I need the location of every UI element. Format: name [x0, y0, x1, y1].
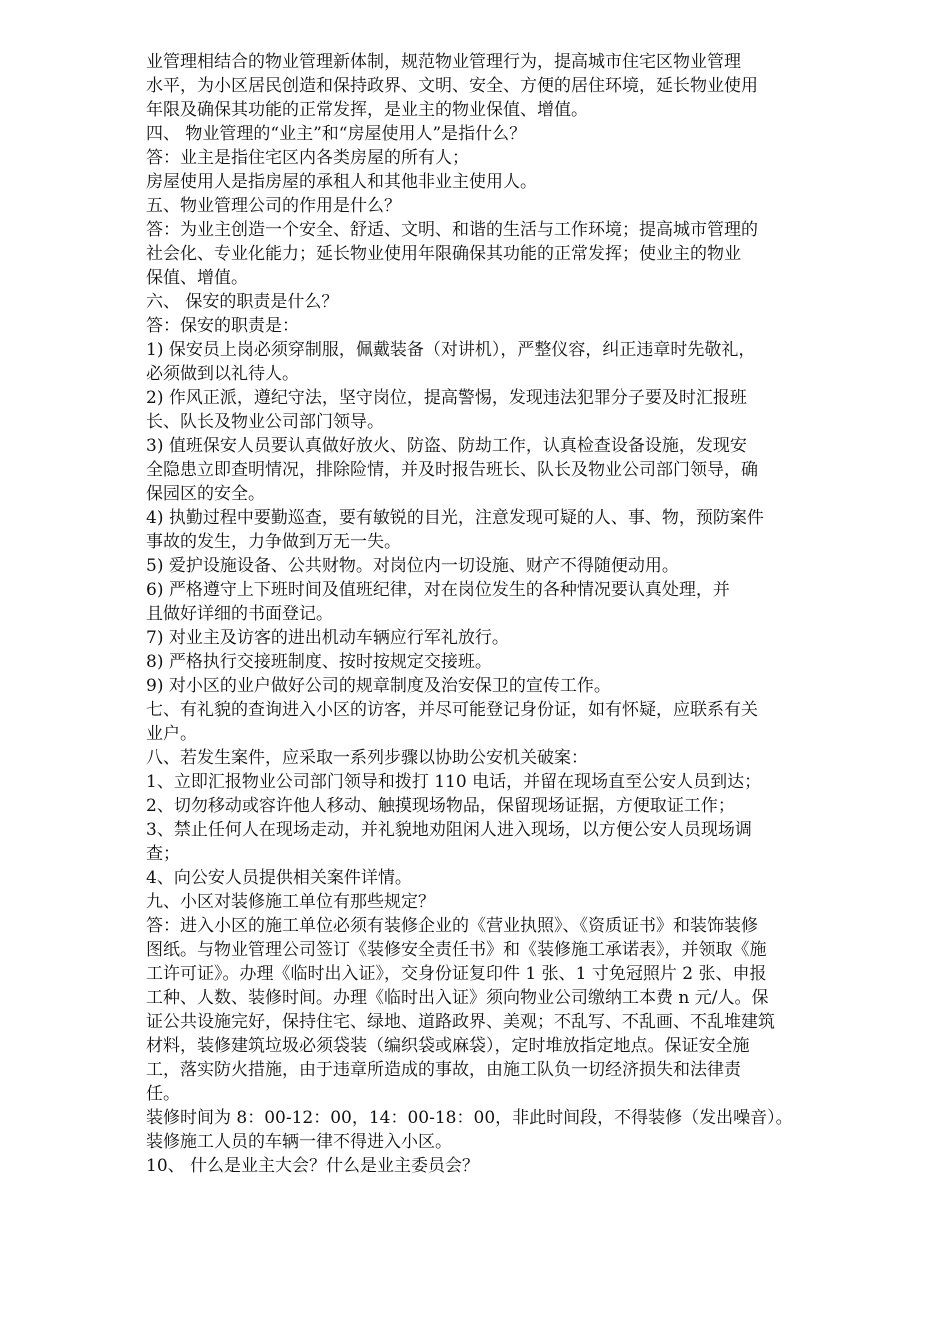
- text-line: 装修时间为 8：00-12：00，14：00-18：00，非此时间段，不得装修（发出噪音）。: [146, 1108, 793, 1128]
- list-item: 1、立即汇报物业公司部门领导和拨打 110 电话，并留在现场直至公安人员到达；: [146, 772, 762, 792]
- list-item: 8) 严格执行交接班制度、按时按规定交接班。: [146, 652, 492, 672]
- list-item: 1) 保安员上岗必须穿制服，佩戴装备（对讲机），严整仪容，纠正违章时先敬礼，: [146, 340, 756, 360]
- text-line: 答：为业主创造一个安全、舒适、文明、和谐的生活与工作环境；提高城市管理的: [146, 220, 758, 240]
- text-line: 全隐患立即查明情况，排除险情，并及时报告班长、队长及物业公司部门领导，确: [146, 460, 758, 480]
- list-item: 5) 爱护设施设备、公共财物。对岗位内一切设施、财产不得随便动用。: [146, 556, 679, 576]
- text-line: 装修施工人员的车辆一律不得进入小区。: [146, 1132, 452, 1152]
- text-line: 工种、人数、装修时间。办理《临时出入证》须向物业公司缴纳工本费 n 元/人。保: [146, 988, 769, 1008]
- text-line: 工许可证》。办理《临时出入证》，交身份证复印件 1 张、1 寸免冠照片 2 张、申报: [146, 964, 767, 984]
- section-heading: 六、 保安的职责是什么？: [146, 292, 339, 312]
- list-item: 3) 值班保安人员要认真做好放火、防盗、防劫工作，认真检查设备设施，发现安: [146, 436, 747, 456]
- text-line: 答：保安的职责是：: [146, 316, 299, 336]
- list-item: 2) 作风正派，遵纪守法，坚守岗位，提高警惕，发现违法犯罪分子要及时汇报班: [146, 388, 747, 408]
- text-line: 工，落实防火措施，由于违章所造成的事故，由施工队负一切经济损失和法律责: [146, 1060, 741, 1080]
- list-item: 6) 严格遵守上下班时间及值班纪律，对在岗位发生的各种情况要认真处理，并: [146, 580, 730, 600]
- list-item: 4) 执勤过程中要勤巡查，要有敏锐的目光，注意发现可疑的人、事、物，预防案件: [146, 508, 764, 528]
- text-line: 答：业主是指住宅区内各类房屋的所有人；: [146, 148, 469, 168]
- section-heading: 八、若发生案件，应采取一系列步骤以协助公安机关破案：: [146, 748, 588, 768]
- text-line: 且做好详细的书面登记。: [146, 604, 333, 624]
- list-item: 2、切勿移动或容许他人移动、触摸现场物品，保留现场证据，方便取证工作；: [146, 796, 735, 816]
- text-line: 社会化、专业化能力；延长物业使用年限确保其功能的正常发挥；使业主的物业: [146, 244, 741, 264]
- text-line: 保值、增值。: [146, 268, 248, 288]
- text-line: 材料，装修建筑垃圾必须袋装（编织袋或麻袋），定时堆放指定地点。保证安全施: [146, 1036, 750, 1056]
- text-line: 业管理相结合的物业管理新体制，规范物业管理行为，提高城市住宅区物业管理: [146, 52, 741, 72]
- list-item: 9) 对小区的业户做好公司的规章制度及治安保卫的宣传工作。: [146, 676, 611, 696]
- text-line: 事故的发生，力争做到万无一失。: [146, 532, 401, 552]
- text-line: 答：进入小区的施工单位必须有装修企业的《营业执照》、《资质证书》和装饰装修: [146, 916, 758, 936]
- text-line: 长、队长及物业公司部门领导。: [146, 412, 384, 432]
- text-line: 保园区的安全。: [146, 484, 265, 504]
- text-line: 证公共设施完好，保持住宅、绿地、道路政界、美观；不乱写、不乱画、不乱堆建筑: [146, 1012, 775, 1032]
- document-page: [146, 50, 816, 1178]
- section-heading: 七、有礼貌的查询进入小区的访客，并尽可能登记身份证，如有怀疑，应联系有关: [146, 700, 758, 720]
- section-heading: 四、 物业管理的“业主”和“房屋使用人”是指什么？: [146, 124, 527, 144]
- section-heading: 10、 什么是业主大会？什么是业主委员会？: [146, 1156, 480, 1176]
- text-line: 业户。: [146, 724, 197, 744]
- text-line: 任。: [146, 1084, 180, 1104]
- list-item: 7) 对业主及访客的进出机动车辆应行军礼放行。: [146, 628, 509, 648]
- list-item: 3、禁止任何人在现场走动，并礼貌地劝阻闲人进入现场，以方便公安人员现场调: [146, 820, 752, 840]
- text-line: 房屋使用人是指房屋的承租人和其他非业主使用人。: [146, 172, 537, 192]
- text-line: 查；: [146, 844, 180, 864]
- text-line: 年限及确保其功能的正常发挥，是业主的物业保值、增值。: [146, 100, 588, 120]
- text-line: 必须做到以礼待人。: [146, 364, 299, 384]
- list-item: 4、向公安人员提供相关案件详情。: [146, 868, 412, 888]
- section-heading: 五、物业管理公司的作用是什么？: [146, 196, 401, 216]
- section-heading: 九、小区对装修施工单位有那些规定？: [146, 892, 435, 912]
- text-line: 图纸。与物业管理公司签订《装修安全责任书》和《装修施工承诺表》，并领取《施: [146, 940, 767, 960]
- text-line: 水平，为小区居民创造和保持政界、文明、安全、方便的居住环境，延长物业使用: [146, 76, 758, 96]
